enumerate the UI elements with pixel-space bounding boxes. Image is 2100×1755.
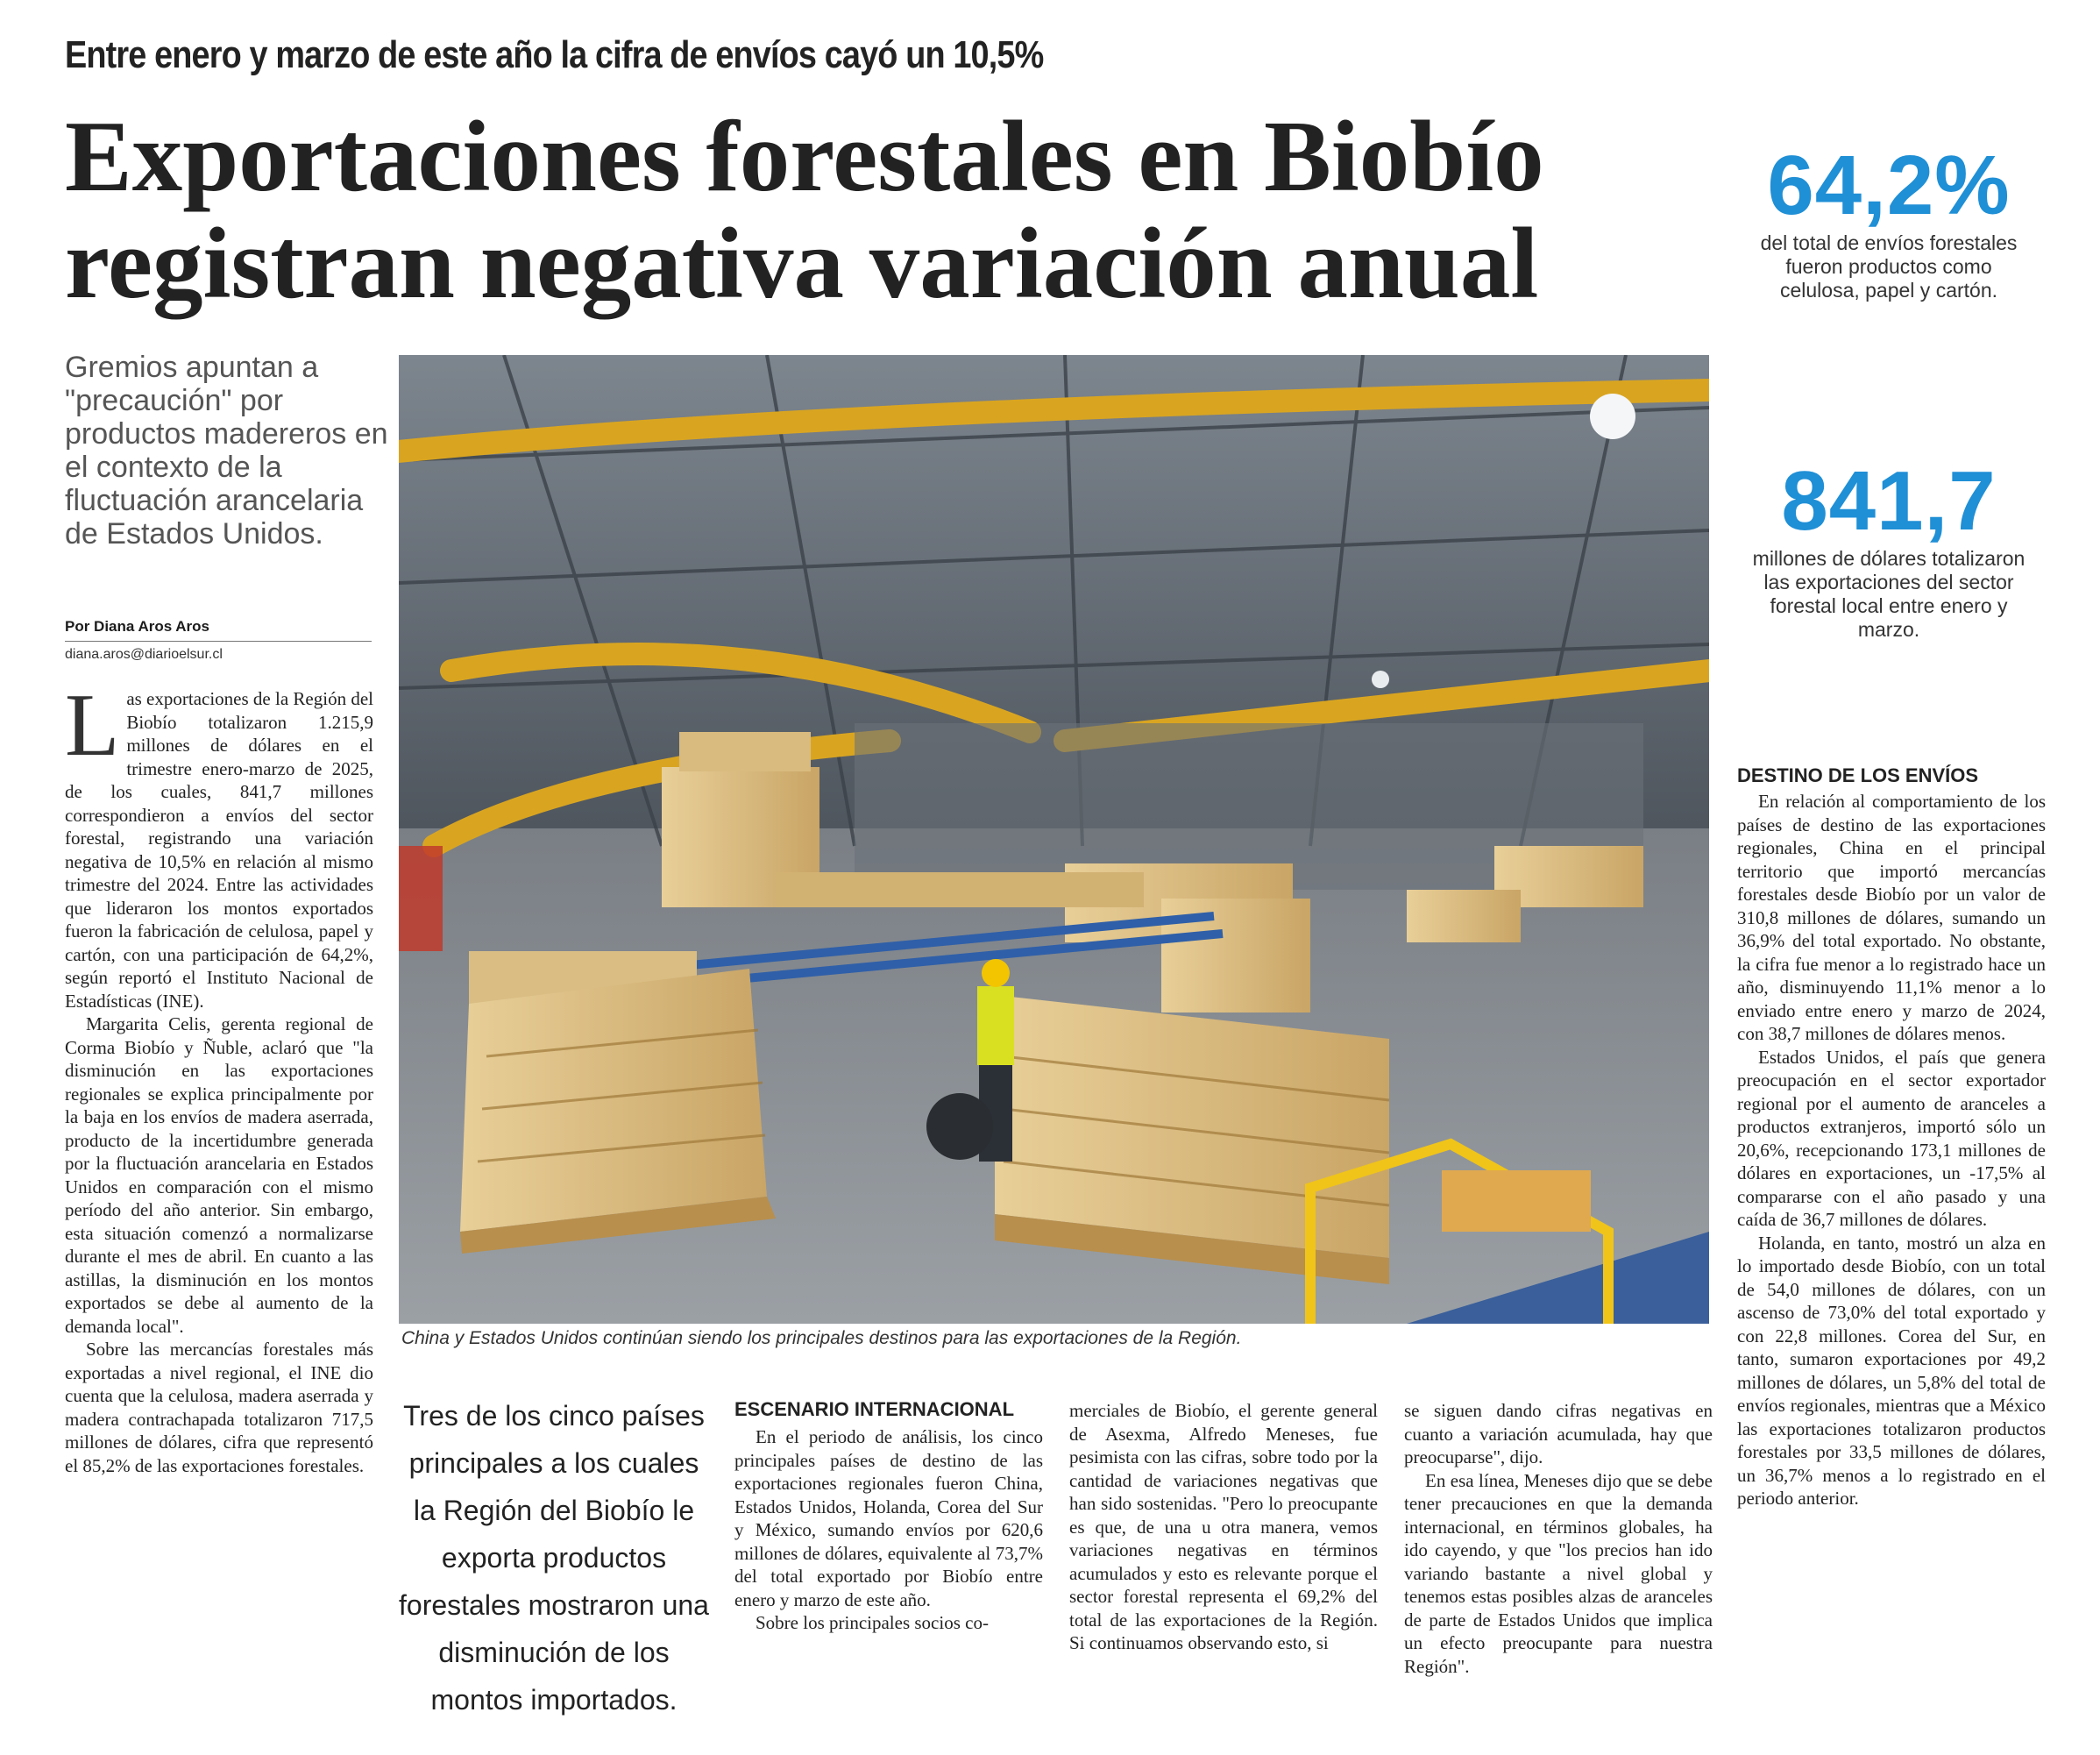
paragraph: Estados Unidos, el país que genera preocupación en el sector exportador regional por el aumento de aranceles a productos extranjeros, importó sólo un 20,6%, recepcionando 173,1 millones de dólares en exportaciones, un -17,5% al compararse con el año pasado y una caída de 36,7 millones de dólares. xyxy=(1737,1046,2046,1230)
stat-value: 64,2% xyxy=(1767,139,2011,232)
paragraph: Margarita Celis, gerenta regional de Corma Biobío y Ñuble, aclaró que "la disminución en las exportaciones regionales se explica principalmente por la baja en los envíos de madera aserrada, producto de la incertidumbre generada por la fluctuación arancelaria en Estados Unidos en comparación con el mismo período del año anterior. Sin embargo, esta situación comenzó a normalizarse durante el mes de abril. En cuanto a las astillas, la disminución en los montos exportados se debe al aumento de la demanda local". xyxy=(65,1013,373,1337)
paragraph: Sobre los principales socios co- xyxy=(756,1612,989,1633)
paragraph: se siguen dando cifras negativas en cuanto a variación acumulada, hay que preocuparse", dijo. xyxy=(1404,1400,1713,1467)
body-column-3 xyxy=(734,1399,1043,1635)
stat-text: del total de envíos forestales fueron productos como celulosa, papel y cartón. xyxy=(1760,231,2018,302)
subhead-escenario: ESCENARIO INTERNACIONAL xyxy=(734,1398,1015,1420)
body-column-1 xyxy=(65,676,373,1477)
kicker: Entre enero y marzo de este año la cifra de envíos cayó un 10,5% xyxy=(65,33,1044,76)
dropcap: L xyxy=(65,676,120,775)
lumber-warehouse-illustration xyxy=(399,355,1709,1324)
stat-value: 841,7 xyxy=(1781,454,1997,548)
headline-line-2: registran negativa variación anual xyxy=(65,208,1539,319)
headline-line-1: Exportaciones forestales en Biobío xyxy=(65,101,1544,212)
author-email: diana.aros@diarioelsur.cl xyxy=(65,647,223,662)
body-column-5 xyxy=(1404,1399,1713,1678)
paragraph: En esa línea, Meneses dijo que se debe tener precauciones en que la demanda internacional, en términos globales, ha ido cayendo, y que "los precios han ido variando bastante a nivel global y tenemos estas posibles alzas de aranceles de parte de Estados Unidos que implica un efecto preocupante para nuestra Región". xyxy=(1404,1469,1713,1677)
byline xyxy=(65,618,372,663)
body-column-sidebar xyxy=(1737,765,2046,1510)
stat-text: millones de dólares totalizaron las exportaciones del sector forestal local entre enero y marzo. xyxy=(1752,547,2026,641)
paragraph: En relación al comportamiento de los países de destino de las exportaciones regionales, China en el principal territorio que importó mercancías forestales desde Biobío por un valor de 310,8 millones de dólares, sumando un 36,9% del total exportado. No obstante, la cifra fue menor a lo registrado hace un año, disminuyendo 11,1% menor a lo enviado entre enero y marzo de 2024, con 38,7 millones de dólares menos. xyxy=(1737,791,2046,1044)
subhead-destino: DESTINO DE LOS ENVÍOS xyxy=(1737,764,1979,786)
body-column-4 xyxy=(1069,1399,1378,1655)
pull-quote: Tres de los cinco países principales a los cuales la Región del Biobío le exporta productos forestales mostraron una disminución de los montos importados. xyxy=(399,1400,709,1716)
author-name: Por Diana Aros Aros xyxy=(65,618,372,642)
stat-box-percent xyxy=(1744,140,2033,302)
paragraph: En el periodo de análisis, los cinco principales países de destino de las exportaciones regionales fueron China, Estados Unidos, Holanda, Corea del Sur y México, sumando envíos por 620,6 millones de dólares, equivalente al 73,7% del total exportado por Biobío entre enero y marzo de este año. xyxy=(734,1426,1043,1610)
warehouse-photo xyxy=(399,355,1709,1324)
paragraph: Sobre las mercancías forestales más exportadas a nivel regional, el INE dio cuenta que la celulosa, madera aserrada y madera contrachapada totalizaron 717,5 millones de dólares, cifra que representó el 85,2% de las exportaciones forestales. xyxy=(65,1339,373,1476)
paragraph: Las exportaciones de la Región del Biobío totalizaron 1.215,9 millones de dólares en el trimestre enero-marzo de 2025, de los cuales, 841,7 millones correspondieron a envíos del sector forestal, registrando una variación negativa de 10,5% en relación al mismo trimestre del 2024. Entre las actividades que lideraron los montos exportados fueron la fabricación de celulosa, papel y cartón, con una participación de 64,2%, según reportó el Instituto Nacional de Estadísticas (INE). xyxy=(65,676,373,1012)
paragraph: Holanda, en tanto, mostró un alza en lo importado desde Biobío, con un total de 54,0 millones de dólares, con un ascenso de 73,0% del total exportado y con 22,8 millones. Corea del Sur, en tanto, sumaron exportaciones por 49,2 millones de dólares, un 5,8% del total de envíos regionales, mientras que a México las exportaciones totalizaron productos forestales por 33,5 millones de dólares, un 36,7% menos a lo registrado en el periodo anterior. xyxy=(1737,1232,2046,1509)
stat-box-amount xyxy=(1744,456,2033,642)
paragraph: merciales de Biobío, el gerente general de Asexma, Alfredo Meneses, fue pesimista con las cifras, sobre todo por la cantidad de variaciones negativas que han sido sostenidas. "Pero lo preocupante es que, de una u otra manera, vemos variaciones negativas en términos acumulados y esto es relevante porque el sector forestal representa el 69,2% del total de las exportaciones de la Región. Si continuamos observando esto, si xyxy=(1069,1400,1378,1653)
photo-caption: China y Estados Unidos continúan siendo los principales destinos para las exportaciones de la Región. xyxy=(401,1328,1242,1348)
deck: Gremios apuntan a "precaución" por productos madereros en el contexto de la fluctuación arancelaria de Estados Unidos. xyxy=(65,351,388,551)
headline xyxy=(65,103,1572,317)
